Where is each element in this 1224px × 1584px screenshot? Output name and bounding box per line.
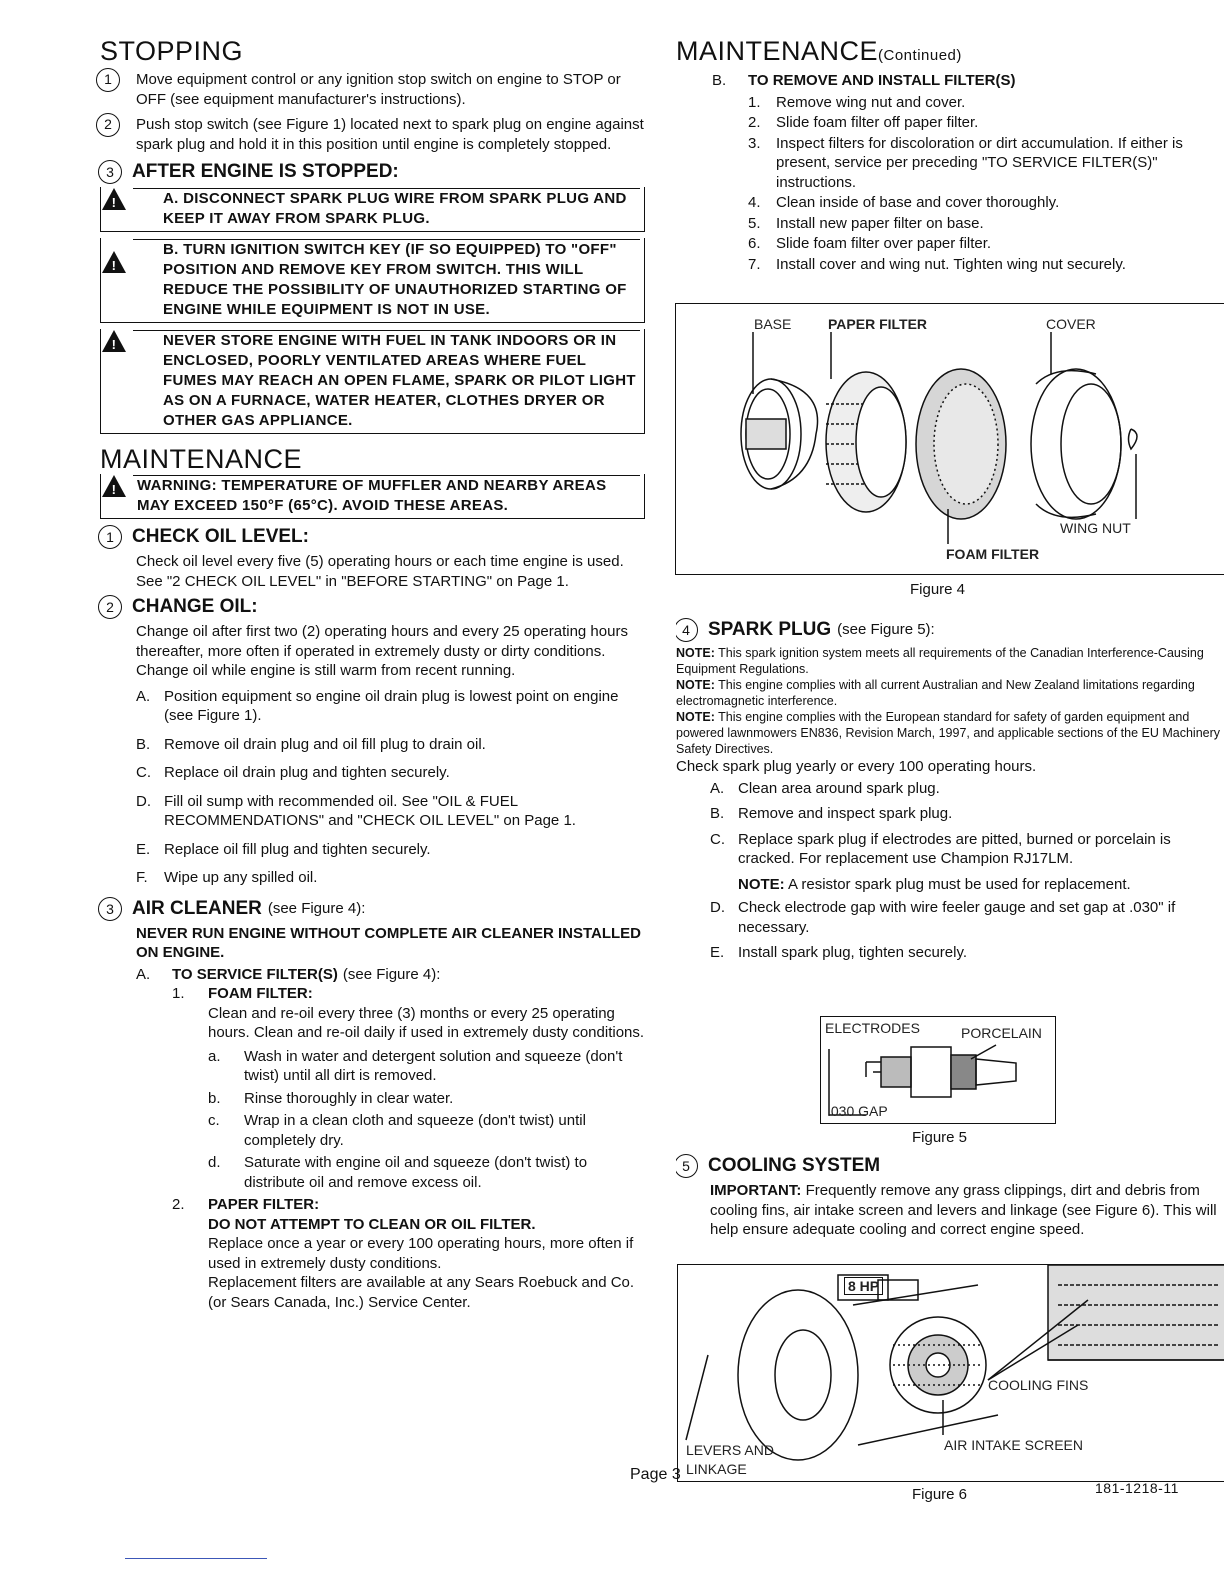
blue-divider-line [125,1558,267,1559]
change-oil-title: 2 CHANGE OIL: [100,595,645,619]
paper-filter-title: PAPER FILTER: [208,1196,320,1213]
stop-step-2: 2 Push stop switch (see Figure 1) located next to spark plug on engine against spark plug and hold it in this position until engine is completely stopped. [100,115,645,154]
spark-note-resistor: NOTE: A resistor spark plug must be used for replacement. [738,875,1131,893]
figure-4-air-cleaner [675,303,1224,575]
label-wing-nut: WING NUT [1060,520,1131,536]
oil-steps-list [100,687,645,888]
note-australia: NOTE: This engine complies with all current Australian and New Zealand limitations regarding electromagnetic interference. [676,678,1195,708]
note-canada: NOTE: This spark ignition system meets all requirements of the Canadian Interference-Causing Equipment Regulations. [676,646,1204,676]
list-item: A. Clean area around spark plug. [710,779,940,797]
svg-text:!: ! [111,482,117,497]
circled-number-4: 4 [676,618,698,642]
label-electrodes: ELECTRODES [825,1020,920,1036]
filter-steps-list [676,93,1224,275]
list-item: B. Remove and inspect spark plug. [710,805,953,822]
list-item: A. Position equipment so engine oil drain plug is lowest point on engine (see Figure 1). [136,687,619,724]
list-item: C. Replace oil drain plug and tighten securely. [136,764,450,781]
after-engine-stopped-title: 3 AFTER ENGINE IS STOPPED: [100,160,645,184]
list-item: E. Replace oil fill plug and tighten securely. [136,840,431,858]
svg-text:!: ! [111,195,117,210]
list-item: b. Rinse thoroughly in clear water. [208,1089,454,1107]
figure-5-spark-plug [820,1016,1056,1124]
circled-number-5: 5 [676,1154,698,1178]
foam-filter-text: Clean and re-oil every three (3) months or every 25 operating hours. Clean and re-oil daily if used in extremely dusty conditions. [208,1004,645,1041]
list-item: 1. Remove wing nut and cover. [748,93,966,111]
label-cooling-fins: COOLING FINS [988,1377,1089,1393]
figure-4-caption: Figure 4 [910,581,966,598]
check-oil-title: 1 CHECK OIL LEVEL: [100,525,645,549]
figure-6-cooling [677,1264,1224,1482]
warning-triangle-icon [101,187,127,211]
label-8hp: 8 HP [844,1277,883,1295]
list-item: D. Fill oil sump with recommended oil. See "OIL & FUEL RECOMMENDATIONS" and "CHECK OIL LEVEL" on Page 1. [136,792,576,829]
circled-number-2: 2 [96,113,120,137]
stop-step-1: 1 Move equipment control or any ignition stop switch on engine to STOP or OFF (see equipment manufacturer's instructions). [100,70,645,109]
warning-triangle-icon [101,474,127,498]
note-europe: NOTE: This engine complies with the European standard for safety of garden equipment and powered lawnmowers EN836, Revision March, 1997, and applicable sections of the EU Machinery Safety Directives. [676,710,1221,756]
spark-steps-list [676,779,1224,869]
spark-steps-list-2 [676,898,1224,963]
label-gap: .030 GAP [827,1103,888,1119]
list-item: C. Replace spark plug if electrodes are pitted, burned or porcelain is cracked. For replacement use Champion RJ17LM. [710,830,1171,867]
list-item: E. Install spark plug, tighten securely. [710,944,968,961]
paper-filter-warning: DO NOT ATTEMPT TO CLEAN OR OIL FILTER. [208,1215,536,1233]
list-item: 6. Slide foam filter over paper filter. [748,235,992,252]
air-cleaner-title: 3 AIR CLEANER (see Figure 4): [100,897,645,921]
foam-filter-title: FOAM FILTER: [208,985,313,1002]
list-item: 5. Install new paper filter on base. [748,214,984,232]
air-cleaner-exploded-illustration [676,304,1224,576]
warning-triangle-icon [101,250,127,274]
figure-6-caption: Figure 6 [912,1486,968,1503]
svg-text:!: ! [111,258,117,273]
paper-filter-text-1: Replace once a year or every 100 operating hours, more often if used in extremely dusty conditions. [208,1235,634,1272]
warning-box-muffler: ! WARNING: TEMPERATURE OF MUFFLER AND NEARBY AREAS MAY EXCEED 150°F (65°C). AVOID THESE AREAS. [100,474,645,519]
list-item: D. Check electrode gap with wire feeler gauge and set gap at .030" if necessary. [710,899,1176,936]
circled-number-3: 3 [98,160,122,184]
left-column [100,36,645,1312]
label-air-intake-screen: AIR INTAKE SCREEN [944,1437,1083,1453]
spark-plug-section [676,614,1224,969]
document-code: 181-1218-11 [1095,1480,1179,1496]
circled-number-3: 3 [98,897,122,921]
spark-plug-title: 4 SPARK PLUG (see Figure 5): [676,618,1224,642]
list-item: a. Wash in water and detergent solution and squeeze (don't twist) until all dirt is removed. [208,1047,623,1084]
label-cover: COVER [1046,316,1096,332]
foam-steps-list [172,1047,645,1193]
cooling-system-section [676,1150,1224,1240]
remove-install-heading: B. TO REMOVE AND INSTALL FILTER(S) [712,72,1016,89]
list-item: d. Saturate with engine oil and squeeze (don't twist) to distribute oil and remove excess oil. [208,1154,588,1191]
warning-box-disconnect: ! A. DISCONNECT SPARK PLUG WIRE FROM SPARK PLUG AND KEEP IT AWAY FROM SPARK PLUG. [100,187,645,232]
list-item: 4. Clean inside of base and cover thoroughly. [748,194,1060,211]
label-paper-filter: PAPER FILTER [828,316,928,332]
label-foam-filter: FOAM FILTER [946,546,1040,562]
warning-triangle-icon [101,329,127,353]
circled-number-1: 1 [98,525,122,549]
figure-5-caption: Figure 5 [912,1129,968,1146]
warning-box-ignition: ! B. TURN IGNITION SWITCH KEY (IF SO EQUIPPED) TO "OFF" POSITION AND REMOVE KEY FROM SWITCH. THIS WILL REDUCE THE POSSIBILITY OF UNAUTHORIZED STARTING OF ENGINE WHILE EQUIPMENT IS NOT IN USE. [100,238,645,323]
warning-box-fuel-storage: ! NEVER STORE ENGINE WITH FUEL IN TANK INDOORS OR IN ENCLOSED, POORLY VENTILATED AREAS WHERE FUEL FUMES MAY REACH AN OPEN FLAME, SPARK OR PILOT LIGHT AS ON A FURNACE, WATER HEATER, CLOTHES DRYER OR OTHER GAS APPLIANCE. [100,329,645,434]
cooling-system-title: 5 COOLING SYSTEM [676,1154,1224,1178]
list-item: 2. Slide foam filter off paper filter. [748,114,979,131]
list-item: 3. Inspect filters for discoloration or dirt accumulation. If either is present, service per preceding "TO SERVICE FILTER(S)" instructions. [748,134,1183,191]
stopping-title: STOPPING [100,36,244,66]
list-item: c. Wrap in a clean cloth and squeeze (don't twist) until completely dry. [208,1112,586,1149]
foam-filter-section: 1. FOAM FILTER: Clean and re-oil every three (3) months or every 25 operating hours. Clean and re-oil daily if used in extremely dusty conditions. a. Wash in water and detergent solution and squeeze (don't twist) until all dirt is removed. b. Rinse thoroughly in clear water. c. Wrap in a clean cloth and squeeze (don't twist) until completely dry. d. Saturate with engine oil and squeeze (don't twist) to distribute oil and remove excess oil. 2. PAPER FILTER: DO NOT ATTEMPT TO CLEAN OR OIL FILTER. Replace once a year or every 100 operating hours, more often if used in extremely dusty conditions. Replacement filters are available at any Sears Roebuck and Co. (or Sears Canada, Inc.) Service Center. [172,985,645,1311]
label-porcelain: PORCELAIN [961,1025,1042,1041]
air-cleaner-warning: NEVER RUN ENGINE WITHOUT COMPLETE AIR CLEANER INSTALLED ON ENGINE. [136,924,642,961]
check-oil-text: Check oil level every five (5) operating hours or each time engine is used. See "2 CHECK OIL LEVEL" in "BEFORE STARTING" on Page 1. [136,553,624,590]
label-base: BASE [754,316,792,332]
list-item: F. Wipe up any spilled oil. [136,869,318,886]
svg-text:!: ! [111,337,117,352]
label-levers-linkage: LEVERS AND LINKAGE [686,1442,774,1477]
service-filters-heading: A. TO SERVICE FILTER(S) (see Figure 4): [136,965,441,983]
maintenance-title: MAINTENANCE [100,444,303,474]
circled-number-1: 1 [96,68,120,92]
cooling-important-text: IMPORTANT: Frequently remove any grass clippings, dirt and debris from cooling fins, air intake screen and levers and linkage (see Figure 6). This will help ensure adequate cooling and correct engine speed. [710,1182,1217,1238]
page-number: Page 3 [630,1466,681,1483]
maintenance-continued-title: MAINTENANCE(Continued) [676,36,962,66]
list-item: B. Remove oil drain plug and oil fill plug to drain oil. [136,735,486,753]
circled-number-2: 2 [98,595,122,619]
spark-check-text: Check spark plug yearly or every 100 operating hours. [676,758,1037,775]
paper-filter-text-2: Replacement filters are available at any Sears Roebuck and Co. (or Sears Canada, Inc.) Service Center. [208,1274,635,1311]
list-item: 7. Install cover and wing nut. Tighten wing nut securely. [748,255,1126,273]
change-oil-text: Change oil after first two (2) operating hours and every 25 operating hours thereafter, more often if operated in extremely dusty or dirty conditions. Change oil while engine is still warm from recent running. [136,623,628,679]
